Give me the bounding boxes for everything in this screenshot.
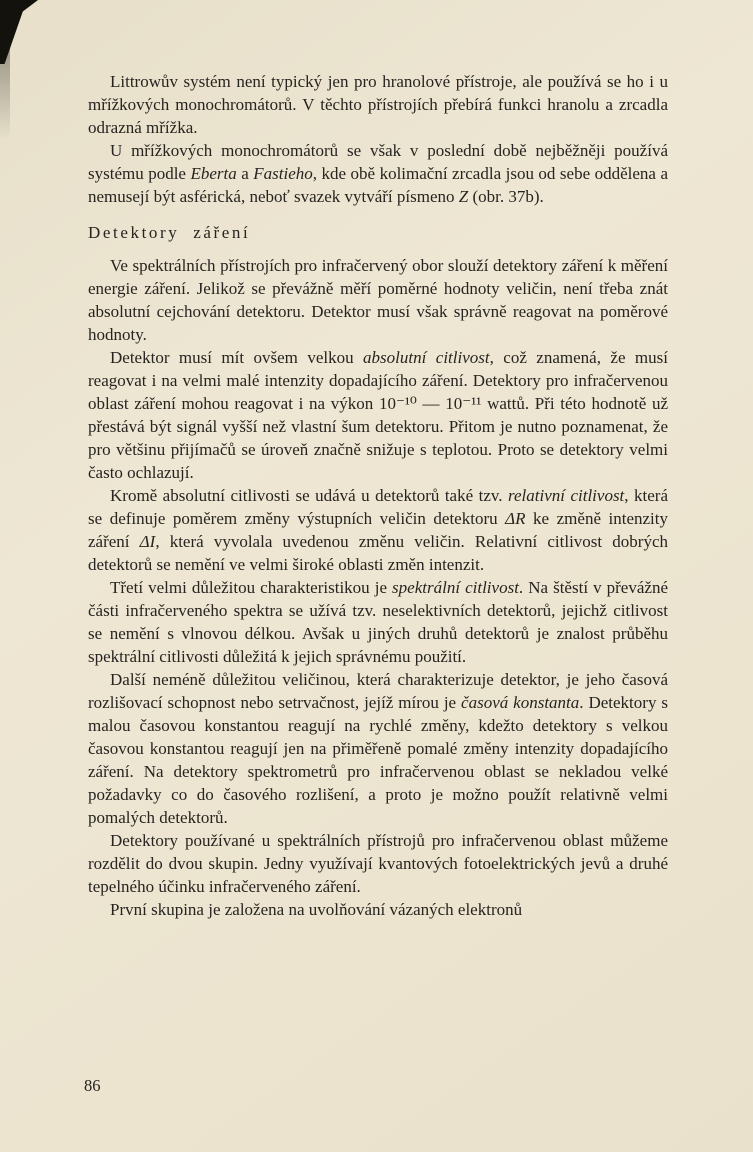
text-run: U mřížkových monochromátorů se však v poslední době nejběžněji používá systému podle — [88, 141, 668, 183]
paragraph-7 — [88, 668, 668, 829]
italic-run: ΔI — [139, 532, 156, 551]
paragraph-6 — [88, 576, 668, 668]
italic-run: Fastieho — [253, 164, 313, 183]
italic-run: Eberta — [190, 164, 237, 183]
italic-run: relativní citlivost — [508, 486, 625, 505]
text-run: První skupina je založena na uvolňování vázaných elektronů — [110, 900, 523, 919]
text-run: a — [236, 164, 254, 183]
paragraph-5 — [88, 484, 668, 576]
text-run: Třetí velmi důležitou charakteristikou je — [110, 578, 393, 597]
paragraph-4 — [88, 346, 668, 484]
text-block — [88, 70, 668, 921]
text-run: Kromě absolutní citlivosti se udává u detektorů také tzv. — [110, 486, 509, 505]
scan-edge-shadow — [0, 0, 10, 140]
paragraph-1 — [88, 70, 668, 139]
text-run: , což znamená, že musí reagovat i na velmi malé intenzity dopadajícího záření. Detektory pro infračervenou oblast záření mohou reagovat i na výkon 10⁻¹⁰ — 10⁻¹¹ wattů. Při této hodnotě už přestává být signál vyšší než vlastní šum detektoru. Přitom je nutno poznamenat, že pro většinu přijímačů se úroveň značně snižuje s teplotou. Proto se detektory velmi často ochlazují. — [88, 348, 668, 482]
paragraph-2 — [88, 139, 668, 208]
text-run: Littrowův systém není typický jen pro hranolové přístroje, ale používá se ho i u mřížkových monochromátorů. V těchto přístrojích přebírá funkci hranolu a zrcadla odrazná mřížka. — [88, 72, 668, 137]
italic-run: spektrální citlivost — [392, 578, 519, 597]
text-run: Detektory používané u spektrálních přístrojů pro infračervenou oblast můžeme rozdělit do dvou skupin. Jedny využívají kvantových fotoelektrických jevů a druhé tepelného účinku infračerveného záření. — [88, 831, 668, 896]
text-run: (obr. 37b). — [468, 187, 544, 206]
section-heading: Detektory záření — [88, 223, 251, 242]
text-run: . Detektory s malou časovou konstantou reagují na rychlé změny, kdežto detektory s velkou časovou konstantou reagují jen na přiměřeně pomalé změny intenzity dopadajícího záření. Na detektory spektrometrů pro infračervenou oblast se nekladou velké požadavky co do časového rozlišení, a proto je možno použít relativně velmi pomalých detektorů. — [88, 693, 668, 827]
text-run: ke změně intenzity záření — [88, 509, 669, 551]
page-number: 86 — [84, 1076, 101, 1095]
paragraph-3 — [88, 254, 668, 346]
text-run: . Na štěstí v převážné části infračerveného spektra se užívá tzv. neselektivních detektorů, jejichž citlivost se nemění s vlnovou délkou. Avšak u jiných druhů detektorů je znalost průběhu spektrální citlivosti důležitá k jejich správnému použití. — [88, 578, 668, 666]
text-run: , kde obě kolimační zrcadla jsou od sebe oddělena a nemusejí být asférická, neboť svazek vytváří písmeno — [88, 164, 669, 206]
italic-run: časová konstanta — [461, 693, 580, 712]
italic-run: Z — [458, 187, 469, 206]
text-run: , která se definuje poměrem změny výstupních veličin detektoru — [88, 486, 668, 528]
text-run: Další neméně důležitou veličinou, která charakterizuje detektor, je jeho časová rozlišovací schopnost nebo setrvačnost, jejíž mírou je — [88, 670, 668, 712]
text-run: Ve spektrálních přístrojích pro infračervený obor slouží detektory záření k měření energie záření. Jelikož se převážně měří poměrné hodnoty veličin, není třeba znát absolutní cejchování detektoru. Detektor musí však správně reagovat na poměrové hodnoty. — [88, 256, 668, 344]
paragraph-8 — [88, 829, 668, 898]
text-run: , která vyvolala uvedenou změnu veličin. Relativní citlivost dobrých detektorů se nemění ve velmi široké oblasti změn intenzit. — [88, 532, 668, 574]
text-run: Detektor musí mít ovšem velkou — [110, 348, 364, 367]
paragraph-9 — [88, 898, 668, 921]
italic-run: ΔR — [505, 509, 526, 528]
italic-run: absolutní citlivost — [363, 348, 490, 367]
